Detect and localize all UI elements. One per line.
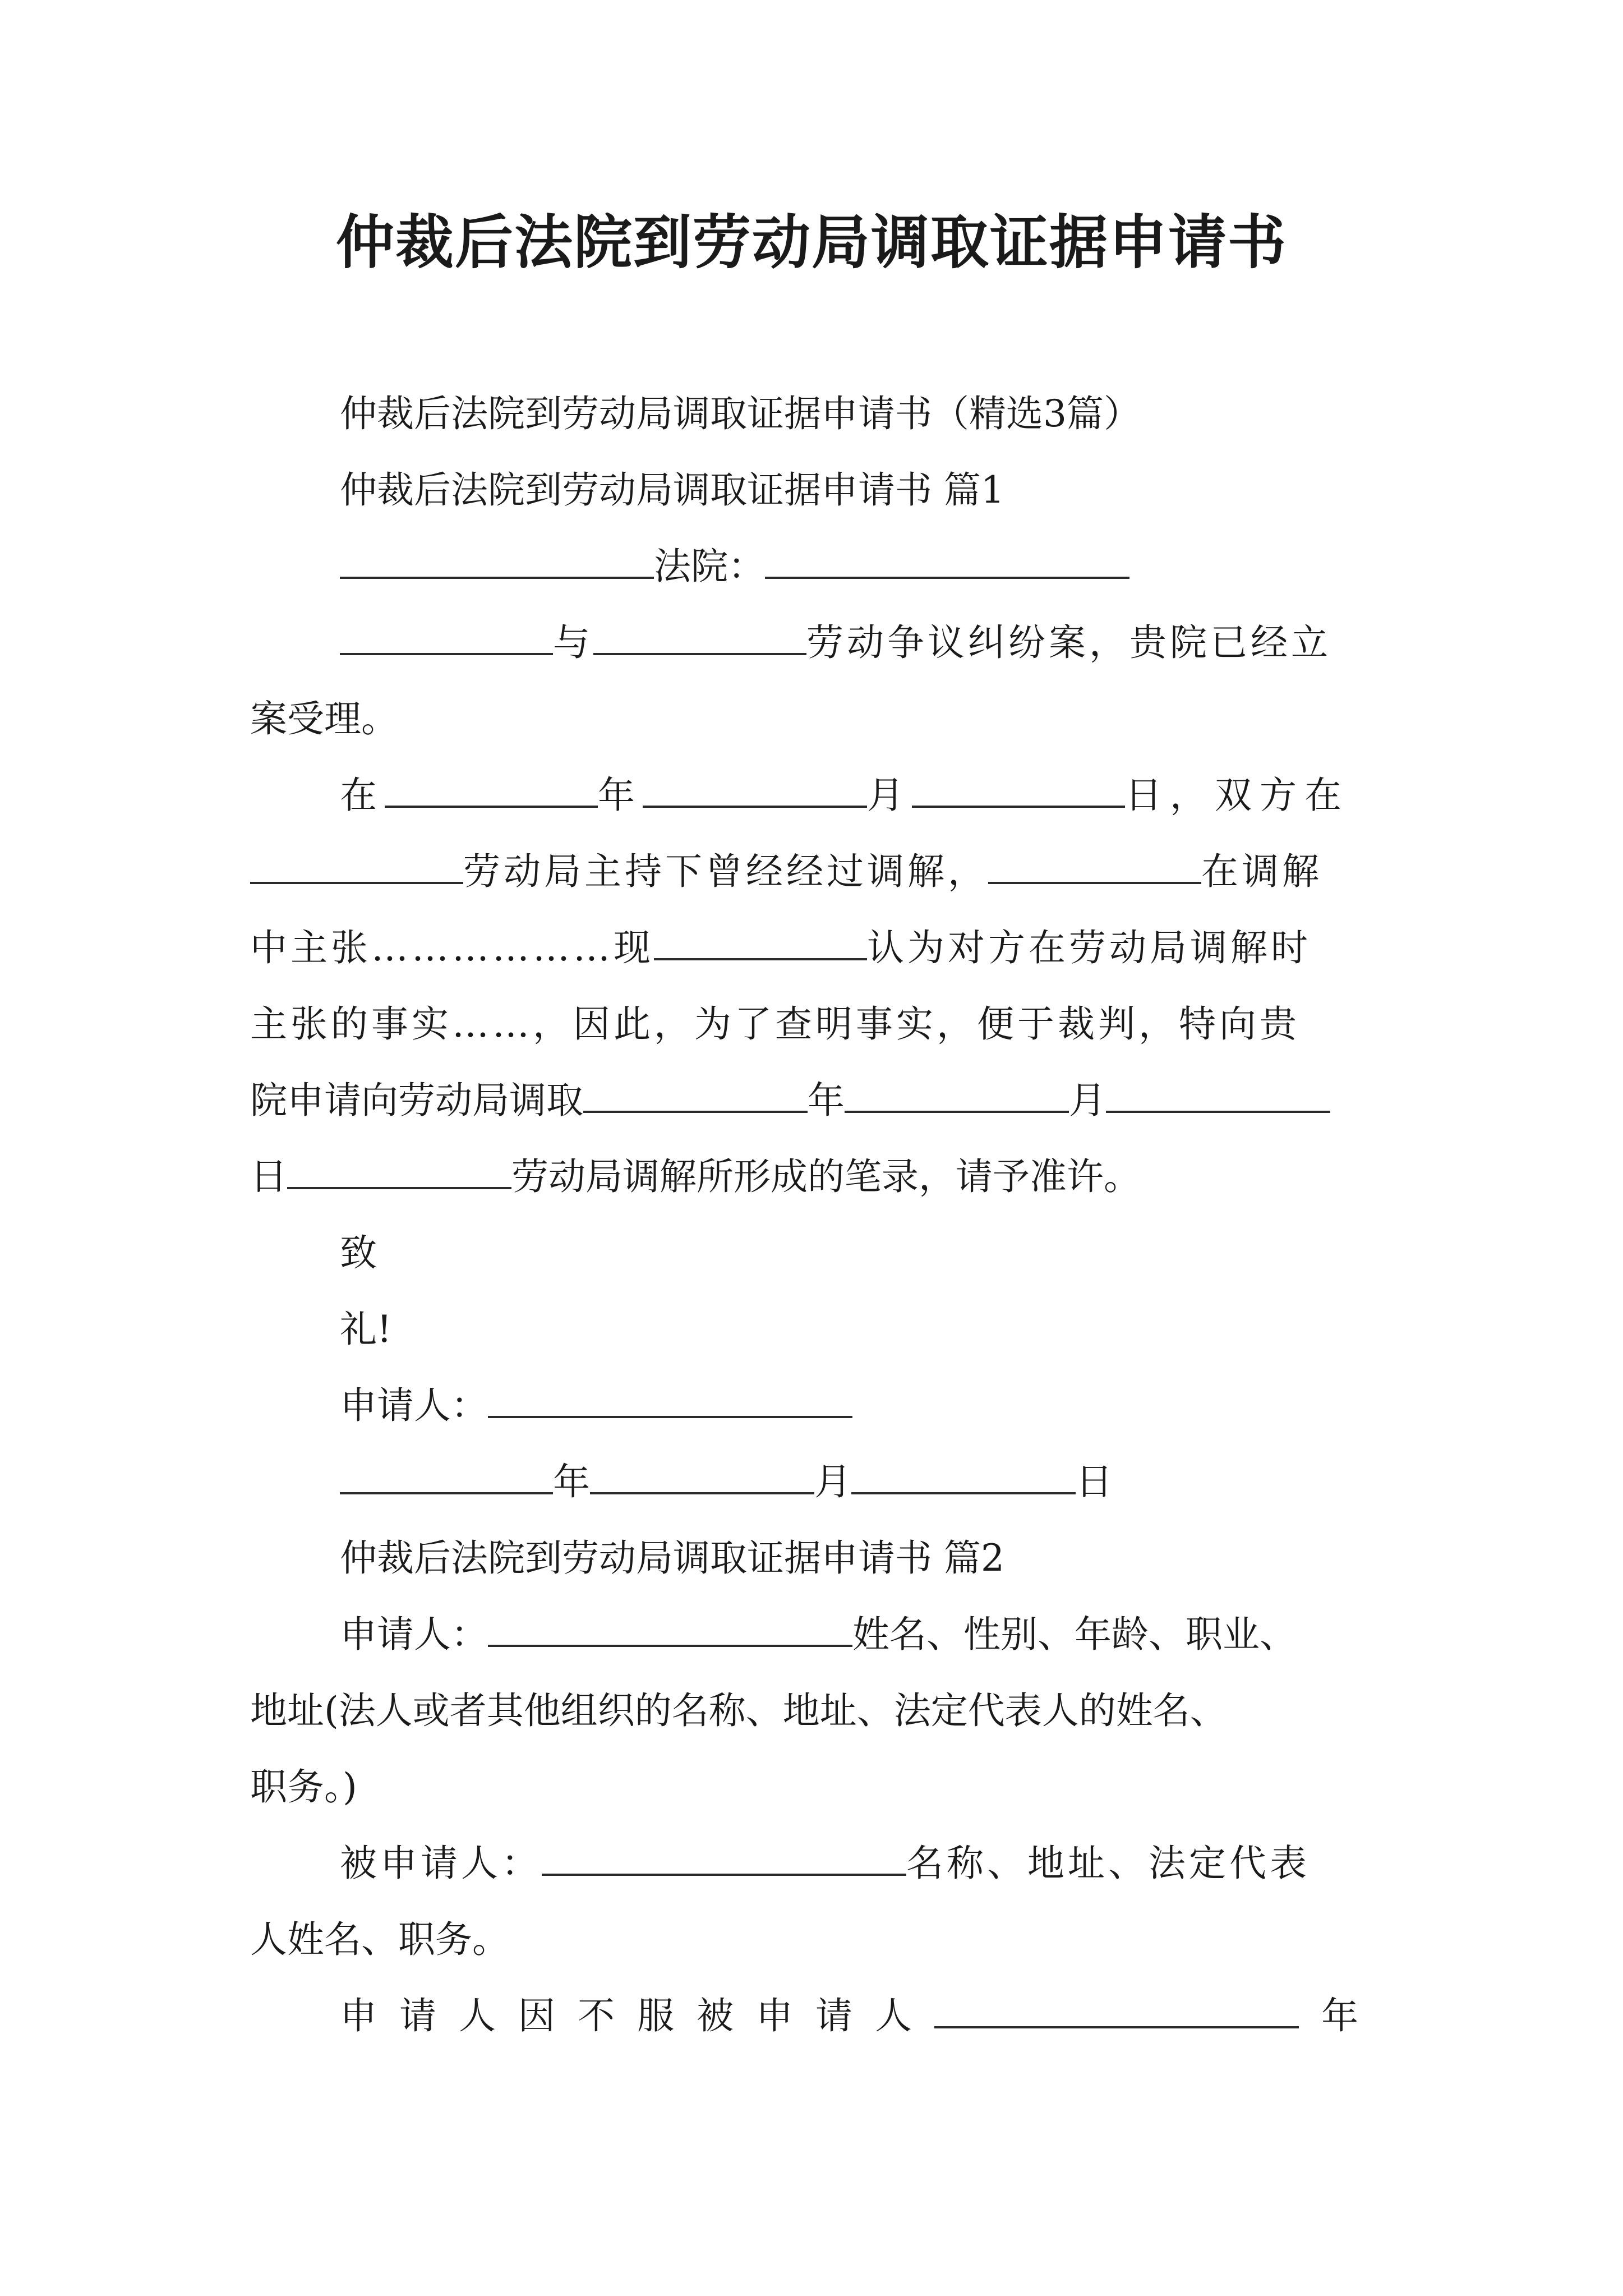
document-body (250, 376, 1377, 2054)
claim-line: 中主张………………现 认为对方在劳动局调解时 (250, 910, 1377, 986)
blank-field (765, 543, 1129, 579)
record-line: 日 劳动局调解所形成的笔录，请予准许。 (250, 1139, 1377, 1215)
applicant-desc-line: 地址(法人或者其他组织的名称、地址、法定代表人的姓名、 (250, 1689, 1227, 1732)
blank-field (1106, 1077, 1330, 1113)
intro-line: 仲裁后法院到劳动局调取证据申请书（精选3篇） (340, 392, 1141, 435)
blank-field (250, 848, 463, 884)
blank-field (593, 619, 806, 655)
request-line: 院申请向劳动局调取 年 月 (250, 1062, 1377, 1139)
blank-field (340, 619, 553, 655)
applicant-line: 申请人： 姓名、性别、年龄、职业、 (250, 1596, 1377, 1673)
blank-field (340, 1458, 553, 1494)
respondent-desc-line: 人姓名、职务。 (250, 1918, 509, 1961)
blank-field (287, 1153, 511, 1189)
blank-field (845, 1077, 1069, 1113)
salutation-li: 礼! (340, 1308, 392, 1351)
blank-field (654, 924, 867, 960)
part2-heading: 仲裁后法院到劳动局调取证据申请书 篇2 (340, 1536, 1004, 1580)
mediation-line: 劳动局主持下曾经经过调解， 在调解 (250, 834, 1377, 910)
reason-line: 主张的事实……，因此，为了查明事实，便于裁判，特向贵 (250, 1002, 1300, 1046)
blank-field (385, 772, 598, 808)
applicant-desc-end: 职务。) (250, 1765, 357, 1809)
last-line: 申请人因不服被申请人 年 (250, 1978, 1377, 2054)
blank-field (542, 1840, 906, 1876)
dispute-line-cont: 案受理。 (250, 697, 398, 740)
blank-field (643, 772, 867, 808)
blank-field (340, 543, 654, 579)
blank-field (488, 1382, 852, 1418)
blank-field (934, 1993, 1299, 2028)
blank-field (912, 772, 1125, 808)
applicant-sign-line: 申请人： (250, 1368, 1377, 1444)
blank-field (988, 848, 1201, 884)
blank-field (590, 1458, 814, 1494)
document-title: 仲裁后法院到劳动局调取证据申请书 (335, 208, 1287, 277)
blank-field (851, 1458, 1076, 1494)
blank-field (583, 1077, 808, 1113)
salutation-zhi: 致 (340, 1231, 377, 1274)
sign-date-line: 年 月 日 (250, 1444, 1377, 1520)
court-line: 法院： (250, 528, 1377, 605)
part1-heading: 仲裁后法院到劳动局调取证据申请书 篇1 (340, 468, 1004, 512)
blank-field (488, 1611, 852, 1647)
dispute-line: 与 劳动争议纠纷案，贵院已经立 (250, 605, 1377, 681)
date-line: 在 年 月 日，双方在 (250, 757, 1377, 834)
respondent-line: 被申请人： 名称、地址、法定代表 (250, 1825, 1377, 1902)
